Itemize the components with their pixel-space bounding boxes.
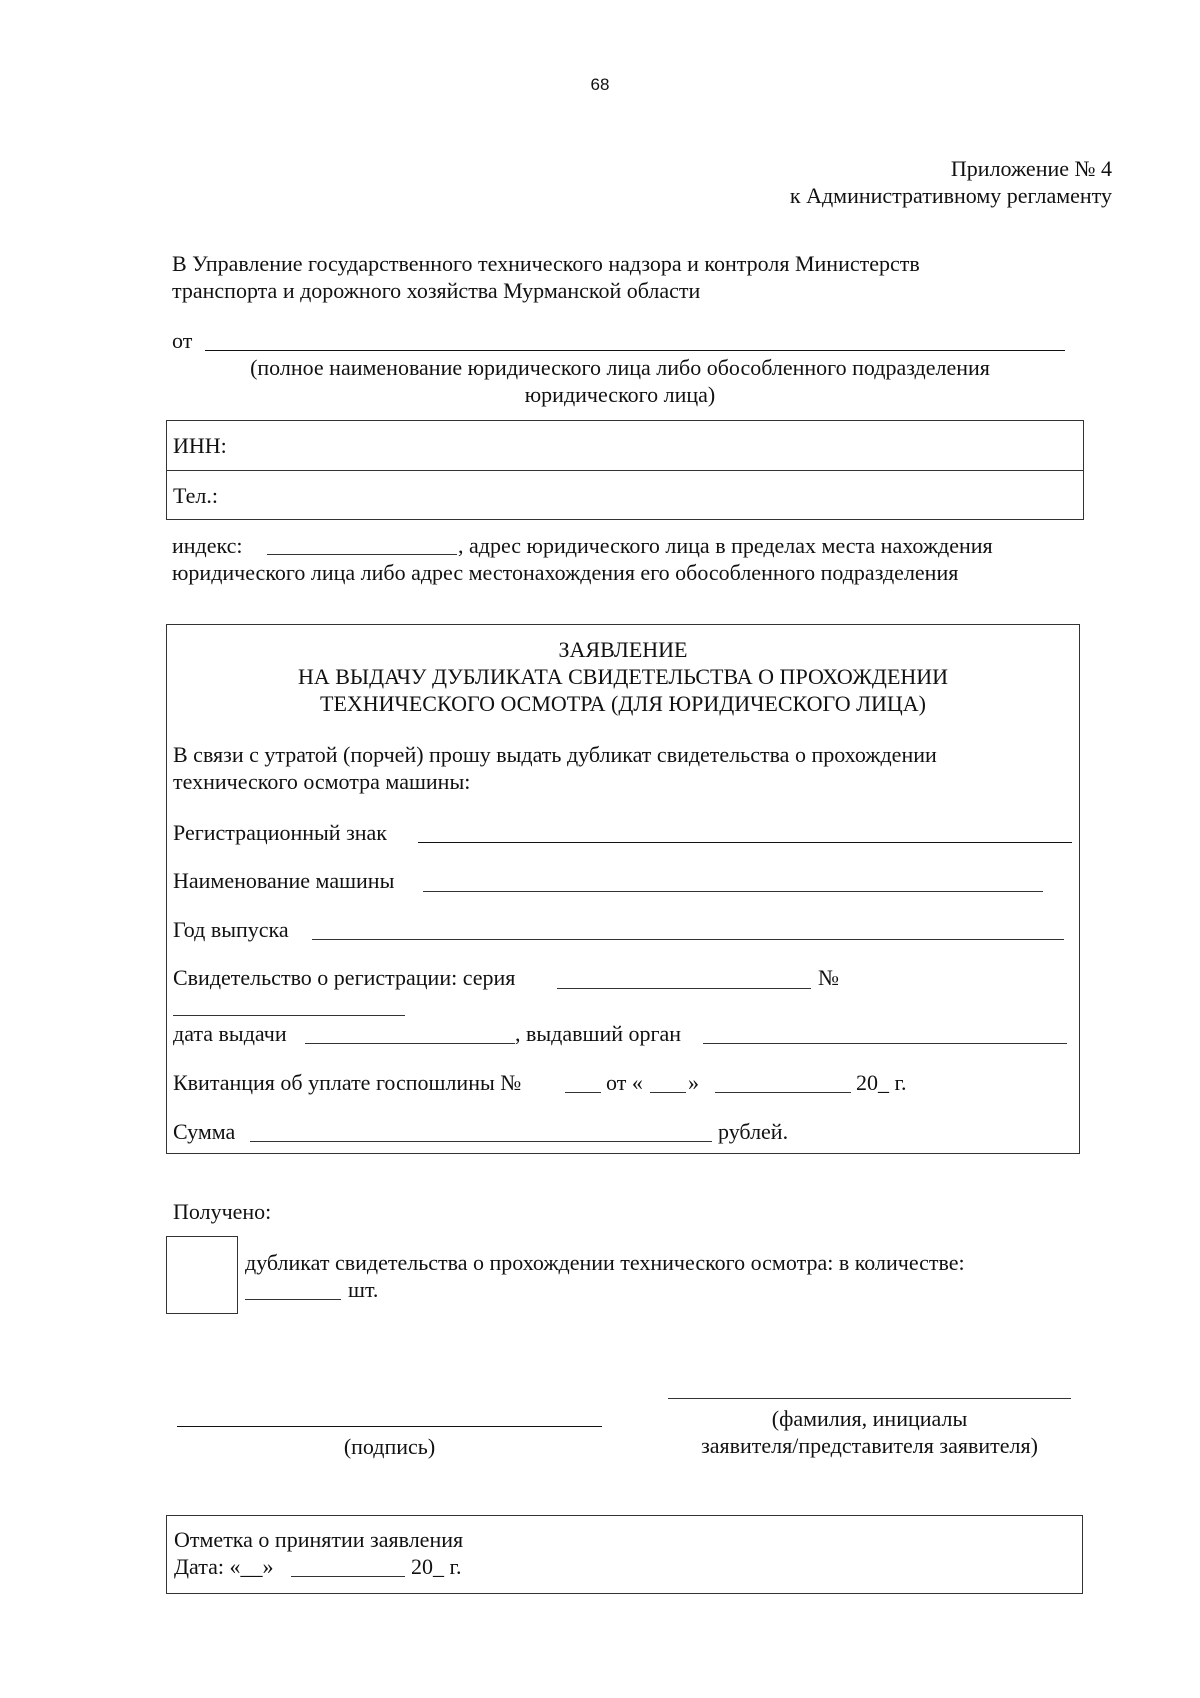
receipt-number-field[interactable] [565, 1092, 601, 1093]
received-item-line-1: дубликат свидетельства о прохождении технического осмотра: в количестве: [245, 1250, 965, 1275]
from-label: от [172, 328, 193, 353]
cert-series-field[interactable] [557, 988, 811, 989]
year-label: Год выпуска [173, 917, 289, 942]
acceptance-box [166, 1515, 1083, 1594]
sum-unit: рублей. [718, 1119, 789, 1144]
cert-number-field[interactable] [173, 1015, 405, 1016]
inn-label: ИНН: [173, 433, 227, 458]
cert-series-label: Свидетельство о регистрации: серия [173, 965, 516, 990]
receipt-year: 20_ г. [856, 1070, 907, 1095]
machine-name-label: Наименование машины [173, 868, 395, 893]
applicant-name-hint-2: заявителя/представителя заявителя) [701, 1433, 1038, 1458]
page-number: 68 [590, 75, 610, 94]
issue-date-field[interactable] [305, 1043, 515, 1044]
sum-label: Сумма [173, 1119, 236, 1144]
address-line-2: юридического лица либо адрес местонахождения его обособленного подразделения [172, 560, 959, 585]
receipt-month-field[interactable] [715, 1092, 851, 1093]
phone-field[interactable] [247, 475, 1077, 515]
application-body-2: технического осмотра машины: [173, 769, 471, 794]
issued-by-field[interactable] [703, 1043, 1067, 1044]
issue-date-label: дата выдачи [173, 1021, 287, 1046]
acceptance-line-1: Отметка о принятии заявления [174, 1527, 464, 1552]
signature-hint: (подпись) [343, 1434, 436, 1459]
issued-by-label: , выдавший орган [515, 1021, 682, 1046]
index-label: индекс: [172, 533, 243, 558]
from-hint-line-2: юридического лица) [524, 382, 716, 407]
received-label: Получено: [173, 1199, 272, 1224]
acceptance-date-year: 20_ г. [411, 1554, 462, 1579]
application-title-2: НА ВЫДАЧУ ДУБЛИКАТА СВИДЕТЕЛЬСТВА О ПРОХОЖДЕНИИ [297, 664, 949, 689]
sum-field[interactable] [250, 1141, 712, 1142]
appendix-line-1: Приложение № 4 [950, 156, 1112, 181]
signature-field[interactable] [177, 1426, 602, 1427]
machine-name-field[interactable] [423, 891, 1043, 892]
from-hint-line-1: (полное наименование юридического лица либо обособленного подразделения [250, 355, 990, 380]
inn-field[interactable] [247, 425, 1077, 465]
received-quantity-field[interactable] [245, 1299, 341, 1300]
contact-box-divider [167, 470, 1083, 471]
applicant-name-field[interactable] [668, 1398, 1071, 1399]
received-checkbox[interactable] [166, 1236, 238, 1314]
contact-box [166, 420, 1084, 520]
received-item-unit: шт. [348, 1277, 379, 1302]
receipt-from-label: от « [606, 1070, 643, 1095]
applicant-name-hint-1: (фамилия, инициалы [771, 1406, 968, 1431]
reg-sign-field[interactable] [418, 842, 1072, 843]
reg-sign-label: Регистрационный знак [173, 820, 387, 845]
receipt-quote-close: » [688, 1070, 699, 1095]
cert-number-sign: № [818, 965, 839, 990]
index-field[interactable] [267, 554, 457, 555]
receipt-label: Квитанция об уплате госпошлины № [173, 1070, 522, 1095]
addressee-line-2: транспорта и дорожного хозяйства Мурманской области [172, 278, 701, 303]
acceptance-date-label: Дата: «__» [174, 1554, 274, 1579]
application-title-3: ТЕХНИЧЕСКОГО ОСМОТРА (ДЛЯ ЮРИДИЧЕСКОГО ЛИЦА) [320, 691, 926, 716]
address-line-1: , адрес юридического лица в пределах места нахождения [458, 533, 993, 558]
phone-label: Тел.: [173, 483, 218, 508]
from-name-field[interactable] [205, 350, 1065, 351]
receipt-day-field[interactable] [650, 1092, 686, 1093]
year-field[interactable] [312, 939, 1064, 940]
application-title-1: ЗАЯВЛЕНИЕ [558, 637, 688, 662]
addressee-line-1: В Управление государственного технического надзора и контроля Министерств [172, 251, 920, 276]
application-body-1: В связи с утратой (порчей) прошу выдать дубликат свидетельства о прохождении [173, 742, 937, 767]
appendix-line-2: к Административному регламенту [789, 183, 1112, 208]
acceptance-month-field[interactable] [291, 1576, 405, 1577]
